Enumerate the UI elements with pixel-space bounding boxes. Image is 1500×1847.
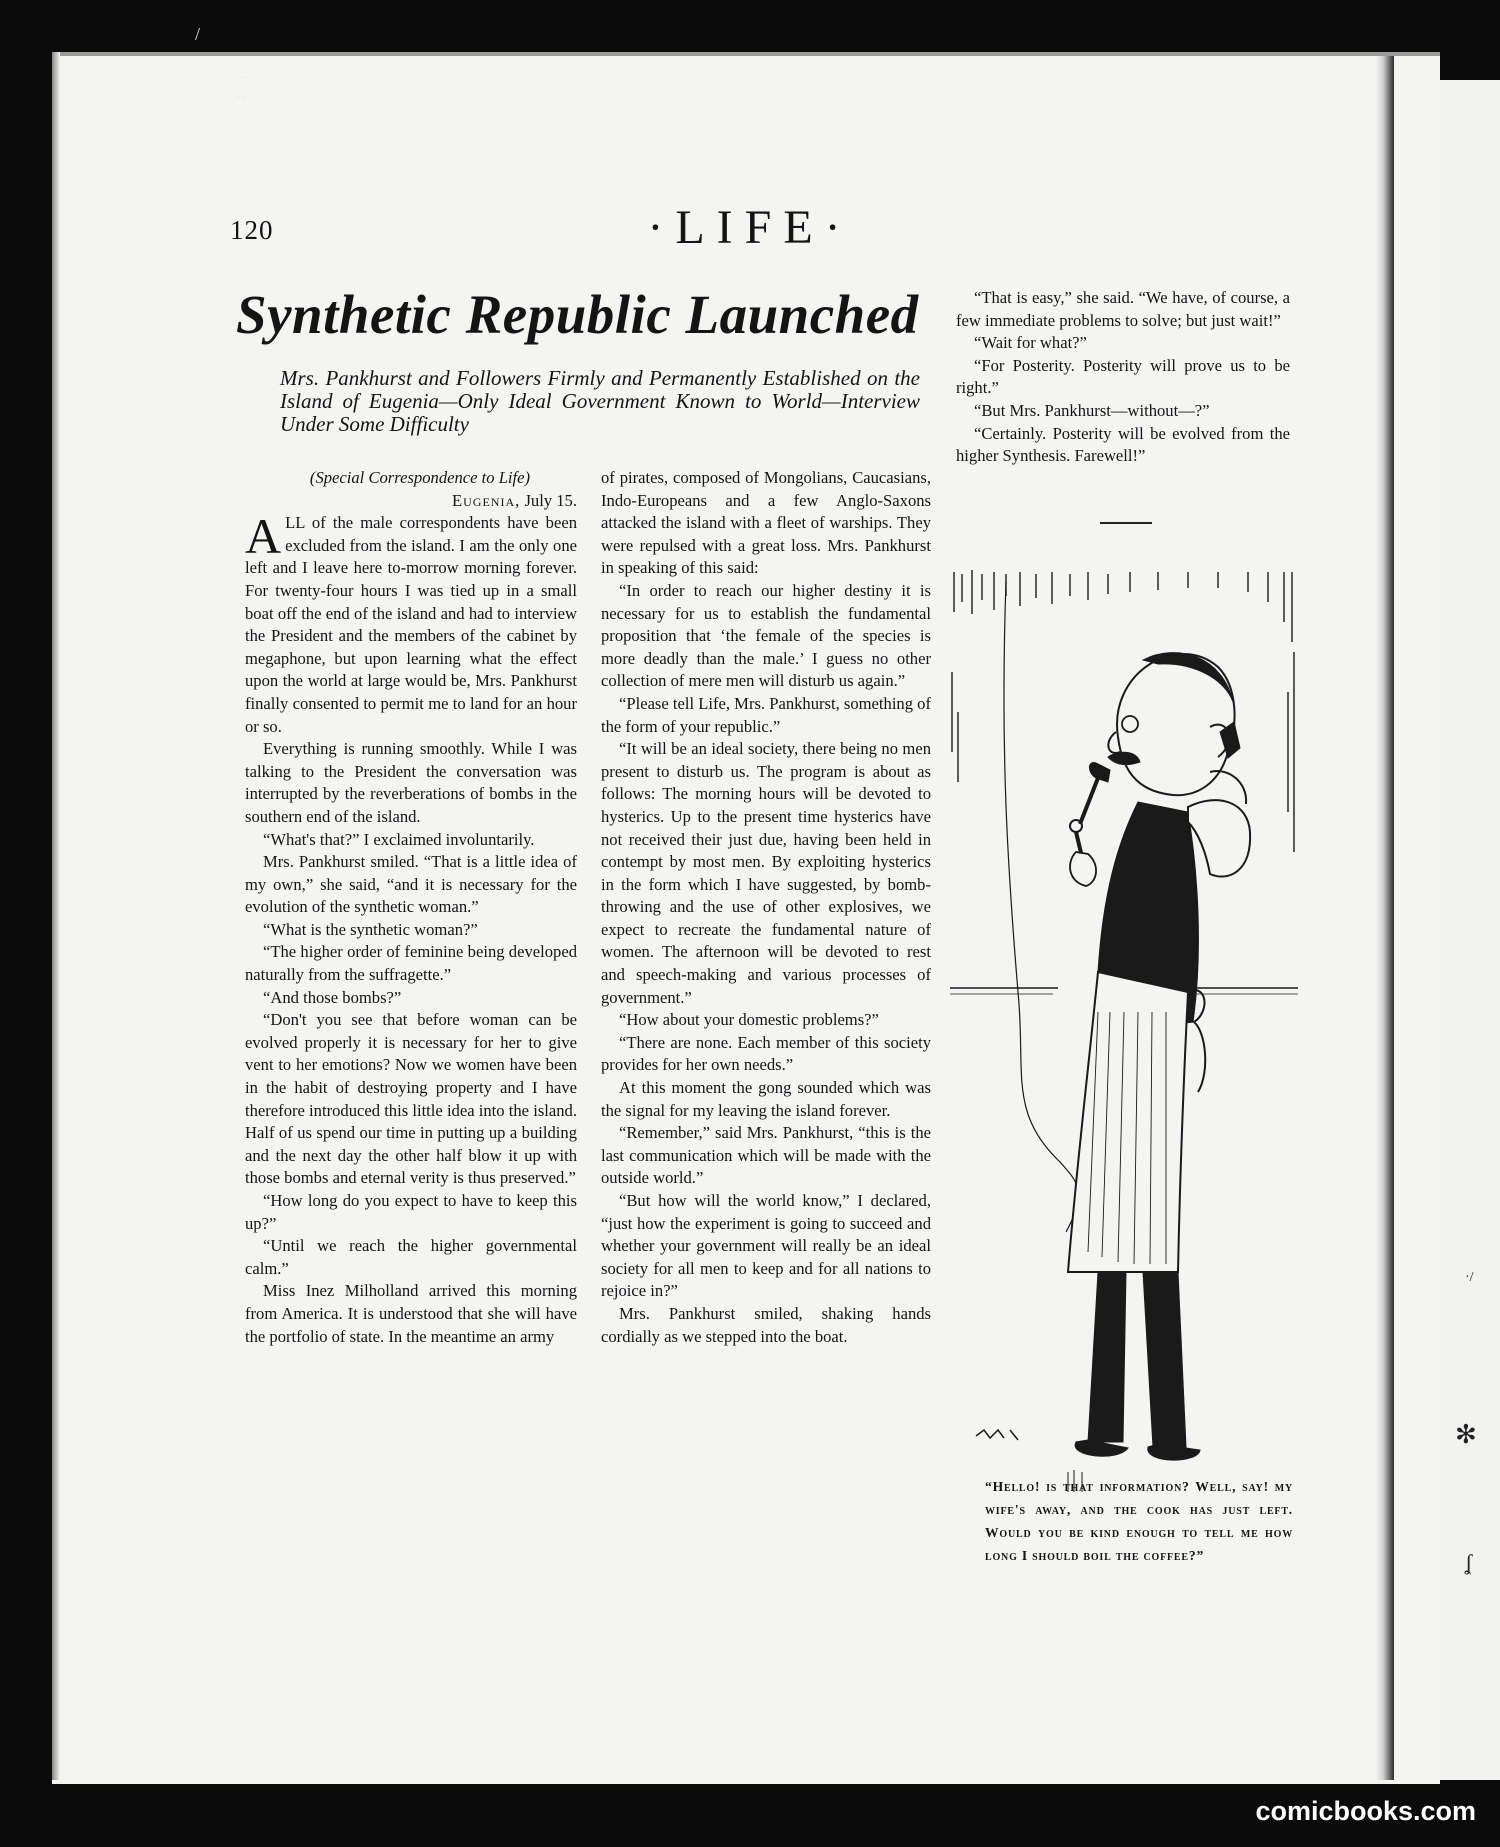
article-column-3 bbox=[956, 287, 1290, 468]
paragraph: “That is easy,” she said. “We have, of course, a few immediate problems to solve; but just wait!” bbox=[956, 288, 1290, 330]
paragraph: “The higher order of feminine being developed naturally from the suffragette.” bbox=[245, 942, 577, 985]
paragraph: At this moment the gong sounded which was the signal for my leaving the island forever. bbox=[601, 1078, 931, 1120]
paragraph: “How about your domestic problems?” bbox=[619, 1010, 879, 1030]
article-column-2 bbox=[601, 467, 931, 1348]
lead-paragraph bbox=[245, 508, 577, 738]
facing-page-ink-mark: ·/ bbox=[1465, 1270, 1474, 1285]
article-headline: Synthetic Republic Launched bbox=[236, 284, 919, 345]
lead-paragraph-text: LL of the male correspondents have been excluded from the island. I am the only one left and I leave here to-morrow morning forever. For twenty-four hours I was tied up in a small boat off the end of the island and had to interview the President and the members of the cabinet by megaphone, but upon learning what the effect upon the world at large would be, Mrs. Pankhurst finally consented to permit me to land for an hour or so. bbox=[245, 513, 577, 736]
page-edge-shadow bbox=[52, 52, 60, 1780]
drop-cap: A bbox=[245, 508, 282, 565]
paragraph: “Certainly. Posterity will be evolved from the higher Synthesis. Farewell!” bbox=[956, 423, 1290, 466]
scan-mark: / bbox=[195, 24, 201, 44]
paragraph: “For Posterity. Posterity will prove us to be right.” bbox=[956, 355, 1290, 398]
paragraph: “Remember,” said Mrs. Pankhurst, “this is the last communication which will be made with the outside world.” bbox=[601, 1123, 931, 1188]
page-gutter bbox=[1376, 56, 1394, 1780]
illustration-caption: “Hello! is that information? Well, say! my wife's away, and the cook has just left. Would you be kind enough to tell me how long I should boil the coffee?” bbox=[985, 1479, 1293, 1563]
article-subhead: Mrs. Pankhurst and Followers Firmly and Permanently Established on the Island of Eugenia—Only Ideal Government Known to World—Interview Under Some Difficulty bbox=[280, 366, 920, 436]
paragraph: Miss Inez Milholland arrived this morning from America. It is understood that she will have the portfolio of state. In the meantime an army bbox=[245, 1281, 577, 1346]
paragraph: “But Mrs. Pankhurst—without—?” bbox=[974, 400, 1210, 420]
paragraph: “Until we reach the higher governmental calm.” bbox=[245, 1236, 577, 1278]
dateline-date: July 15. bbox=[524, 490, 577, 510]
scan-mark: · bbox=[240, 70, 244, 84]
paragraph: “In order to reach our higher destiny it is necessary for us to establish the fundamental proposition that ‘the female of the species is more deadly than the male.’ I guess no other collection of mere men will disturb us again.” bbox=[601, 580, 931, 691]
paragraph: “How long do you expect to have to keep this up?” bbox=[245, 1191, 577, 1233]
paragraph: Everything is running smoothly. While I was talking to the President the conversation was interrupted by the reverberations of bombs in the southern end of the island. bbox=[245, 739, 577, 826]
paragraph: “But how will the world know,” I declared, “just how the experiment is going to succeed and whether your government will really be an ideal society for all men to keep and for all nations to rejoice in?” bbox=[601, 1191, 931, 1301]
scan-mark: · · bbox=[236, 90, 247, 104]
paragraph: “Wait for what?” bbox=[974, 333, 1087, 353]
page-number: 120 bbox=[230, 215, 274, 245]
dateline-place: Eugenia, bbox=[452, 490, 521, 510]
facing-page-ink-mark: ✻ bbox=[1455, 1420, 1477, 1449]
paragraph-continued: of pirates, composed of Mongolians, Caucasians, Indo-Europeans and a few Anglo-Saxons attacked the island with a fleet of warships. They were repulsed with a great loss. Mrs. Pankhurst in speaking of this said: bbox=[601, 468, 931, 578]
byline: (Special Correspondence to Life) bbox=[309, 468, 531, 487]
paragraph: “It will be an ideal society, there being no men present to disturb us. The program is about as follows: The morning hours will be devoted to hysterics. Up to the present time hysterics have not received their just due, having been held in contempt by most men. By exploiting hysterics in the form which I have suggested, by bomb-throwing and the use of other explosives, we expect to recreate the fundamental nature of women. The afternoon will be devoted to rest and speech-making and various processes of government.” bbox=[601, 739, 931, 1007]
watermark: comicbooks.com bbox=[1255, 1796, 1476, 1826]
masthead-title: ·LIFE· bbox=[647, 201, 853, 254]
facing-page-ink-mark: ʆ bbox=[1465, 1550, 1473, 1575]
paragraph: Mrs. Pankhurst smiled. “That is a little idea of my own,” she said, “and it is necessary for the evolution of the synthetic woman.” bbox=[245, 852, 577, 917]
paragraph: “There are none. Each member of this society provides for her own needs.” bbox=[601, 1032, 931, 1075]
article-column-1 bbox=[245, 467, 577, 1348]
paragraph: “Don't you see that before woman can be evolved properly it is necessary for her to give vent to her emotions? Now we women have been in the habit of destroying property and I have therefore introduced this little idea into the island. Half of us spend our time in putting up a building and the next day the other half blow it up with those bombs and eternal verity is thus preserved.” bbox=[245, 1010, 577, 1188]
paragraph: Mrs. Pankhurst smiled, shaking hands cordially as we stepped into the boat. bbox=[601, 1303, 931, 1346]
cartoon-illustration bbox=[948, 552, 1300, 1492]
paragraph: “Please tell Life, Mrs. Pankhurst, something of the form of your republic.” bbox=[601, 693, 931, 736]
dateline bbox=[245, 490, 577, 513]
paragraph: “What is the synthetic woman?” bbox=[263, 919, 478, 939]
section-divider bbox=[1100, 522, 1152, 524]
paragraph: “What's that?” I exclaimed involuntarily. bbox=[263, 829, 535, 849]
paragraph: “And those bombs?” bbox=[263, 987, 402, 1007]
